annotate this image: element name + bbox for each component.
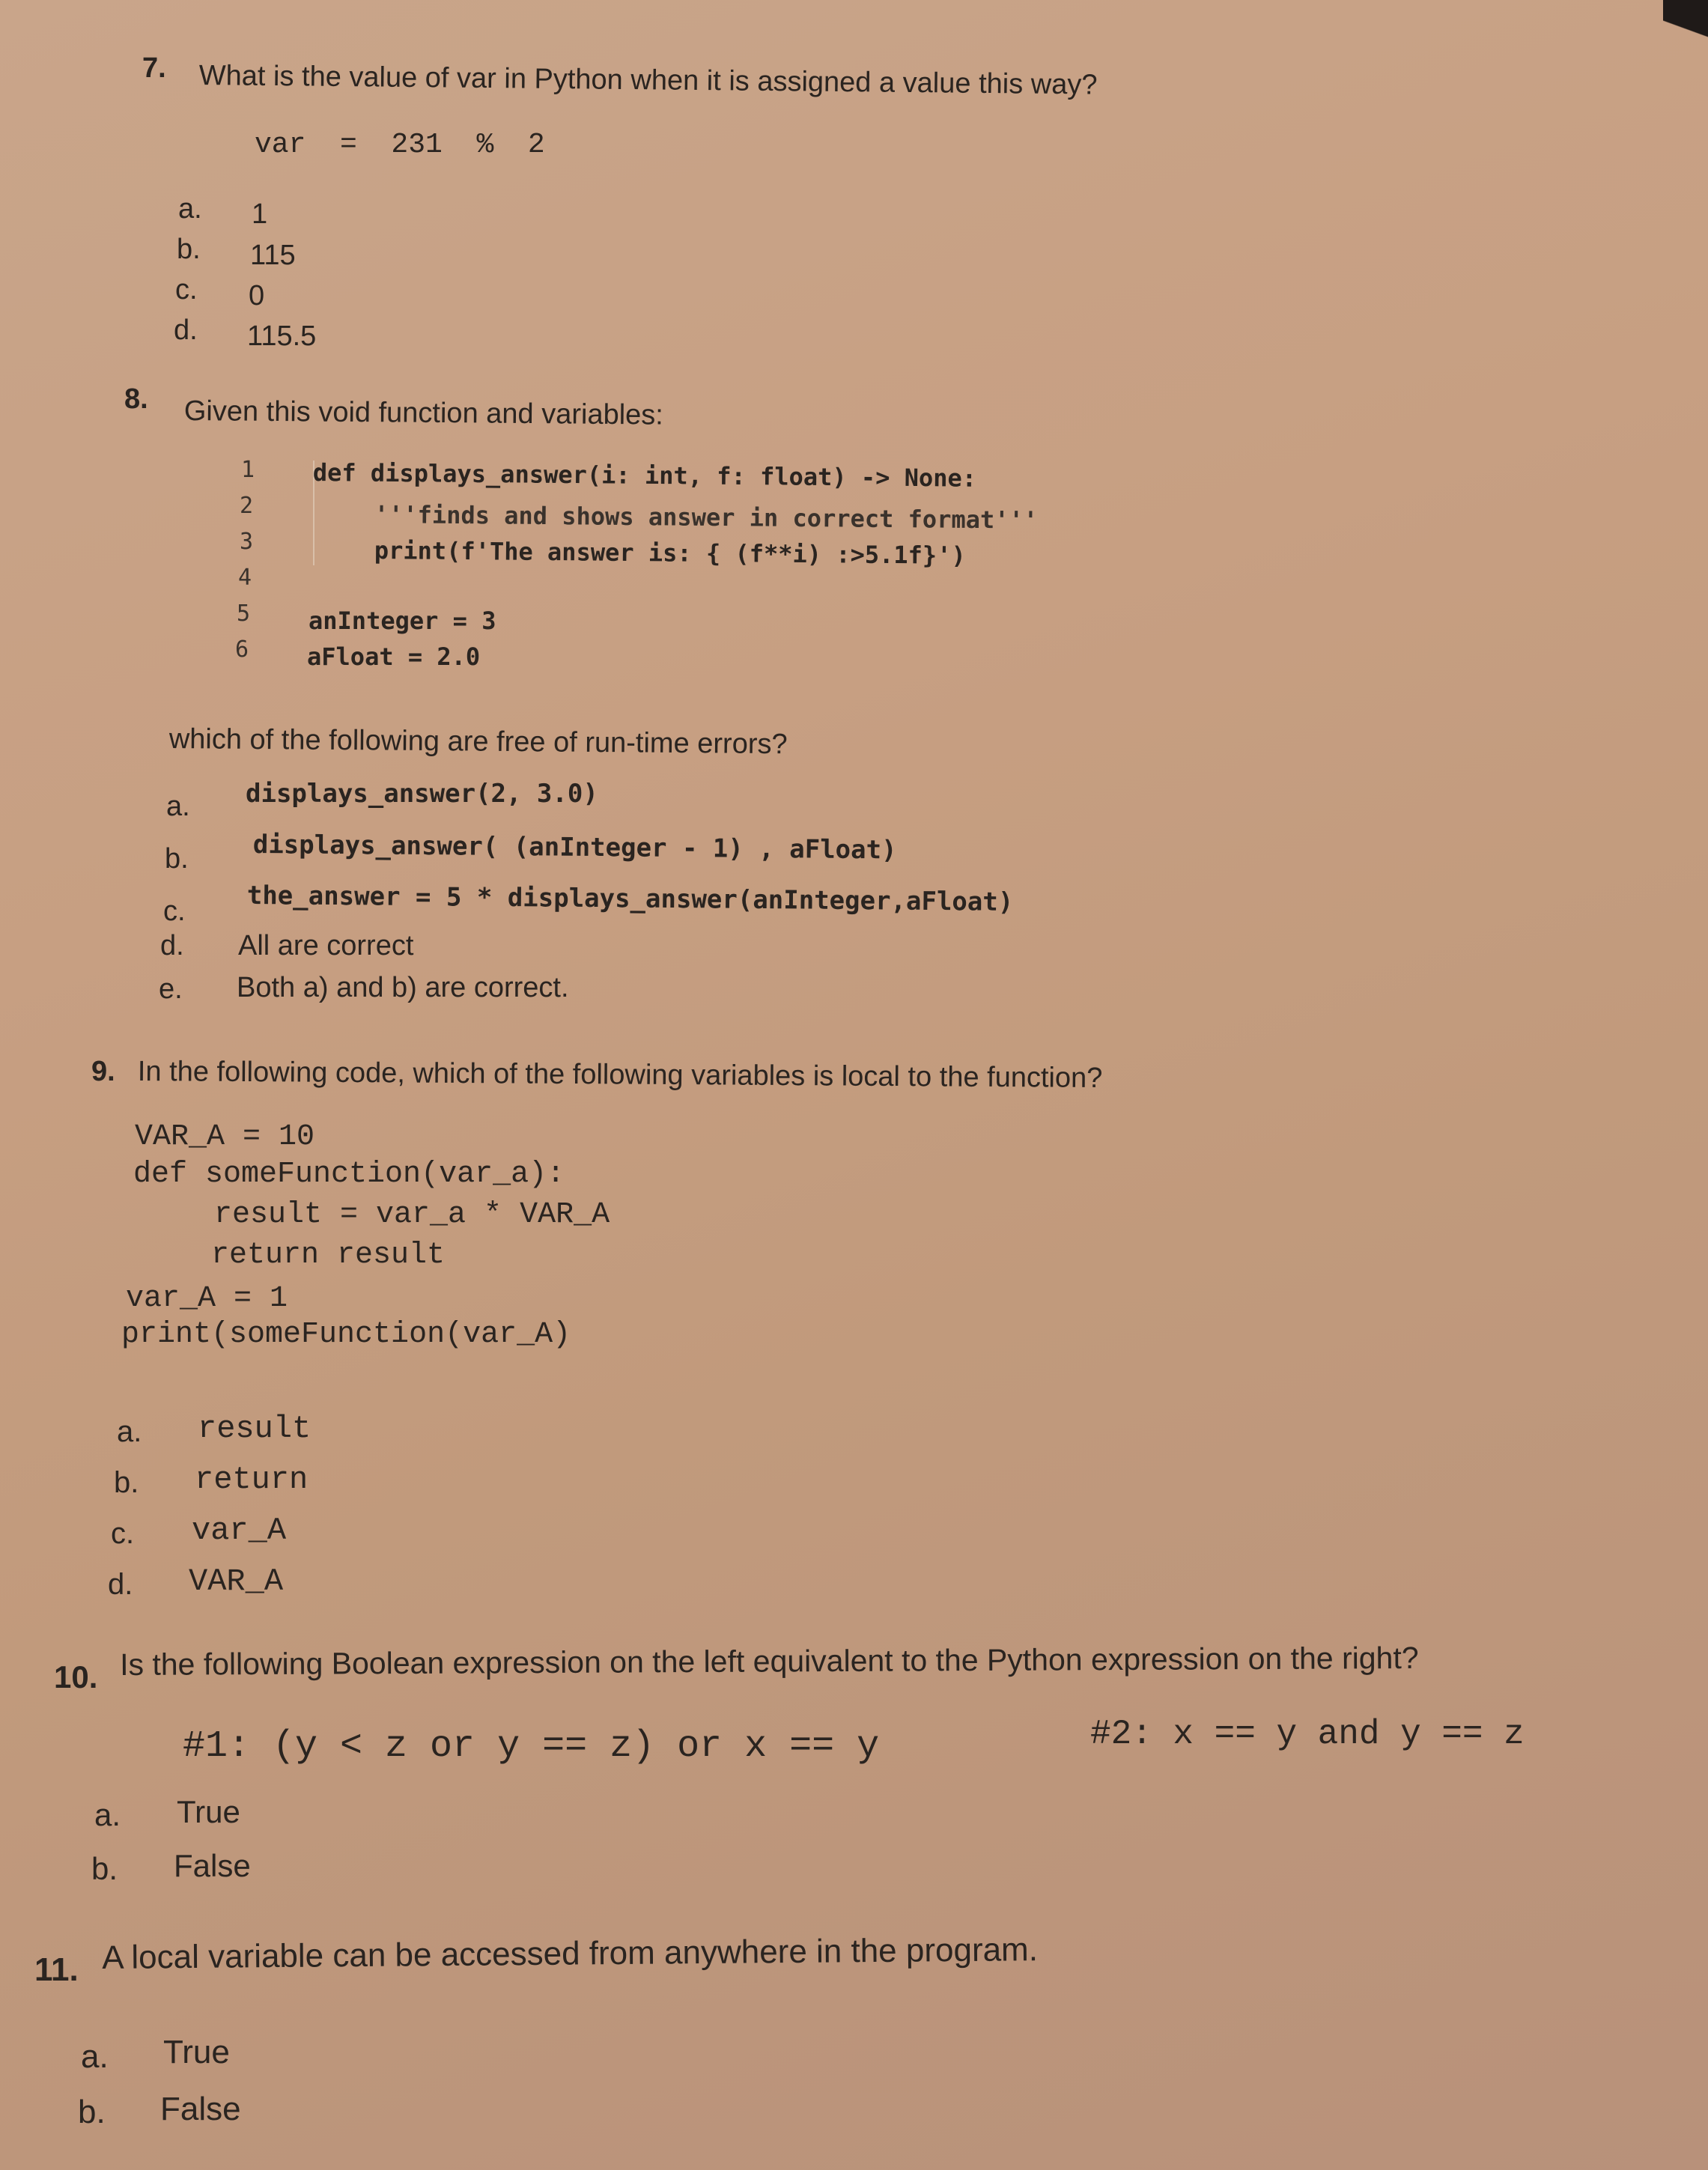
question-number: 9. (91, 1056, 115, 1087)
option-label: b. (78, 2094, 106, 2130)
code-snippet: var = 231 % 2 (255, 129, 545, 161)
option-label: b. (91, 1851, 118, 1886)
option-label: b. (177, 234, 201, 265)
code-line: VAR_A = 10 (135, 1120, 315, 1154)
option-text: displays_answer(2, 3.0) (246, 779, 598, 809)
option-text: Both a) and b) are correct. (237, 972, 569, 1003)
option-label: a. (94, 1797, 121, 1832)
option-label: b. (114, 1466, 139, 1499)
option-label: b. (165, 843, 189, 875)
line-number: 5 (237, 601, 251, 627)
code-line: aFloat = 2.0 (307, 642, 481, 671)
option-text: the_answer = 5 * displays_answer(anInteger,aFloat) (246, 881, 1014, 917)
option-text: 115 (250, 240, 296, 271)
option-label: e. (159, 973, 183, 1005)
code-line: def displays_answer(i: int, f: float) -> None: (312, 458, 977, 493)
question-number: 7. (142, 52, 166, 84)
option-text: 115.5 (247, 320, 317, 352)
option-text: False (160, 2091, 241, 2127)
option-text: All are correct (238, 930, 414, 961)
option-text: var_A (192, 1513, 287, 1549)
line-number: 6 (235, 636, 249, 663)
question-number: 11. (34, 1951, 79, 1988)
code-line: def someFunction(var_a): (133, 1158, 565, 1191)
option-label: a. (81, 2038, 109, 2075)
line-number: 4 (238, 565, 252, 591)
code-line: print(someFunction(var_A) (121, 1318, 571, 1352)
option-label: d. (108, 1568, 133, 1601)
option-label: d. (174, 314, 198, 346)
option-label: a. (117, 1415, 142, 1448)
code-line: '''finds and shows answer in correct format''' (374, 500, 1039, 535)
code-line: anInteger = 3 (309, 607, 496, 635)
line-number: 3 (240, 529, 254, 555)
expression-2: #2: x == y and y == z (1090, 1715, 1525, 1754)
option-text: displays_answer( (anInteger - 1) , aFloat) (252, 830, 897, 866)
option-text: return (195, 1462, 309, 1498)
question-text: Is the following Boolean expression on the left equivalent to the Python expression on the right? (120, 1640, 1419, 1682)
question-number: 8. (124, 383, 148, 415)
option-text: 0 (249, 280, 265, 311)
line-number: 1 (241, 457, 255, 483)
code-line: result = var_a * VAR_A (214, 1198, 610, 1232)
option-label: c. (111, 1517, 135, 1550)
question-text: A local variable can be accessed from anywhere in the program. (102, 1931, 1039, 1976)
code-line: print(f'The answer is: { (f**i) :>5.1f}') (374, 536, 966, 570)
code-line: return result (211, 1239, 446, 1272)
code-line: var_A = 1 (126, 1282, 288, 1316)
line-number: 2 (240, 493, 254, 519)
option-label: a. (178, 193, 202, 225)
option-label: a. (166, 791, 190, 822)
option-label: c. (175, 274, 198, 306)
option-text: 1 (252, 198, 268, 230)
option-label: d. (160, 930, 184, 961)
question-text: Given this void function and variables: (183, 395, 664, 431)
question-prompt: which of the following are free of run-time errors? (168, 723, 788, 761)
question-number: 10. (54, 1659, 98, 1695)
photo-corner-shadow (1663, 0, 1708, 75)
option-text: False (174, 1848, 251, 1883)
option-text: VAR_A (189, 1563, 284, 1599)
option-text: result (198, 1411, 311, 1447)
option-text: True (163, 2034, 230, 2070)
option-text: True (177, 1794, 240, 1829)
question-text: What is the value of var in Python when it is assigned a value this way? (198, 60, 1098, 101)
question-text: In the following code, which of the following variables is local to the function? (137, 1056, 1103, 1094)
option-label: c. (163, 896, 186, 927)
expression-1: #1: (y < z or y == z) or x == y (183, 1725, 880, 1768)
